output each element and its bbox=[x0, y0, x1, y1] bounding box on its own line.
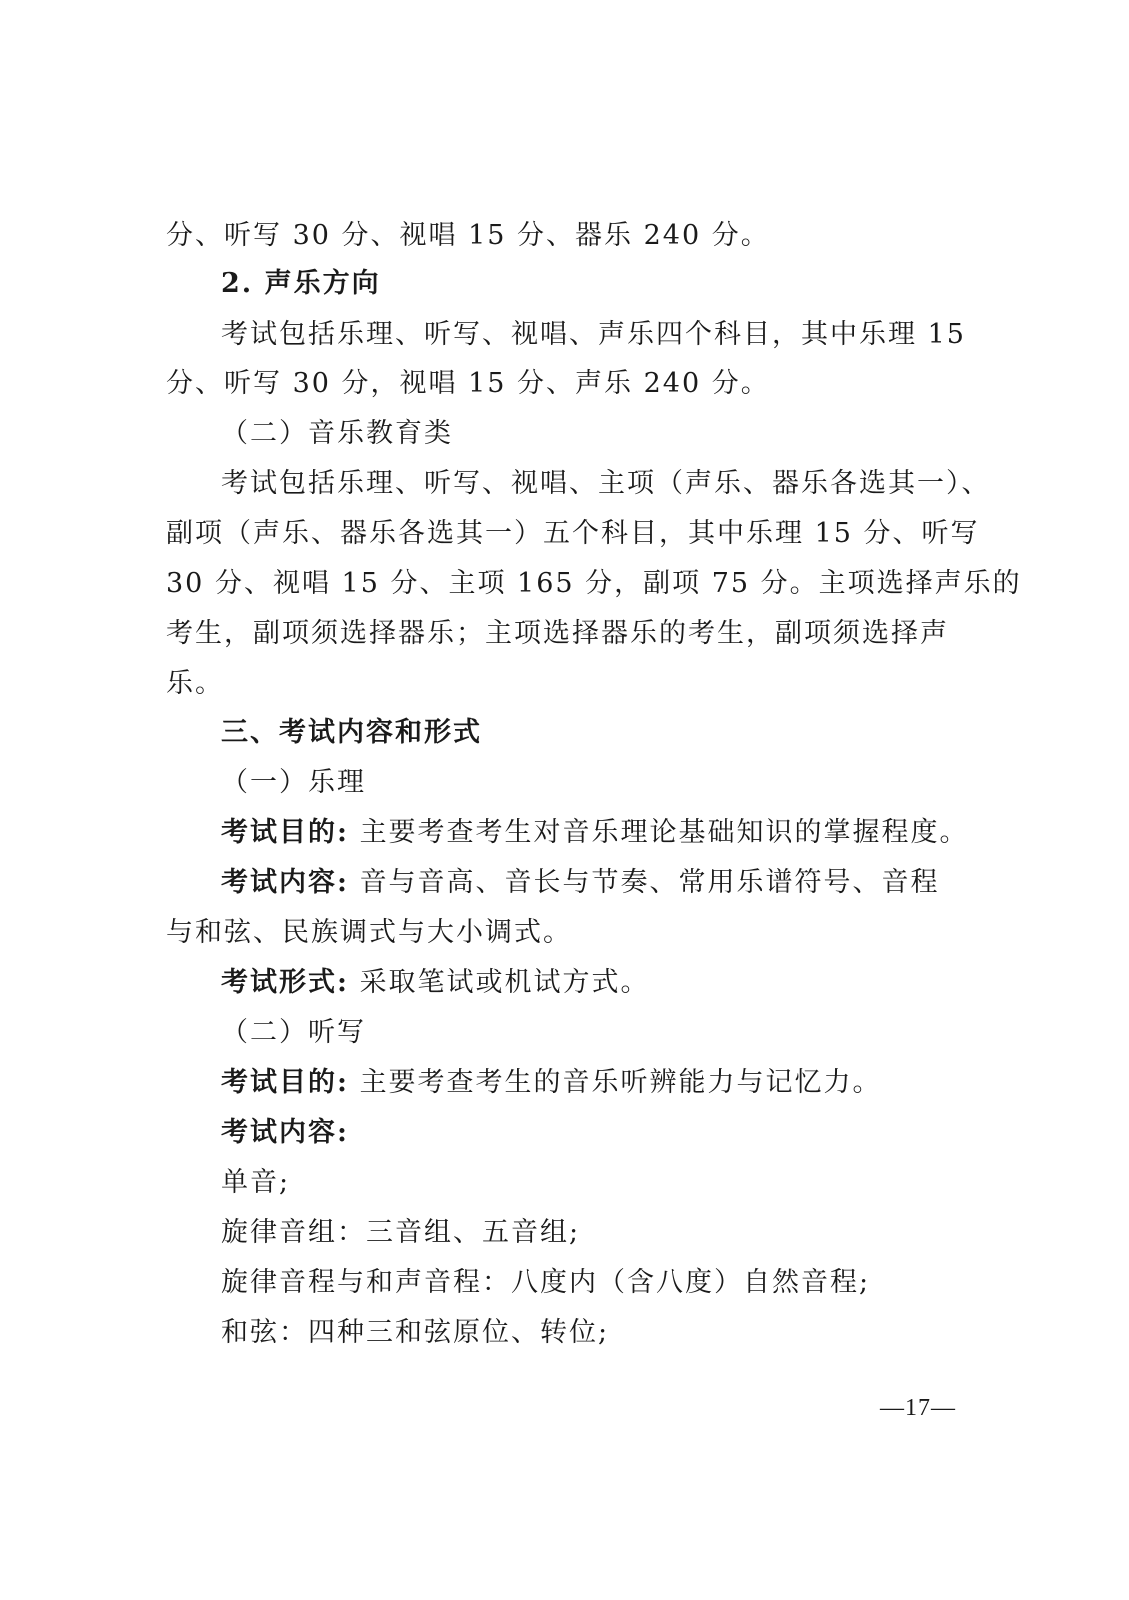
form-label: 考试形式: bbox=[221, 967, 349, 998]
subsection-heading: （二）音乐教育类 bbox=[221, 418, 453, 449]
purpose-text: 主要考查考生对音乐理论基础知识的掌握程度。 bbox=[359, 817, 969, 848]
paragraph-line: 考试包括乐理、听写、视唱、主项（声乐、器乐各选其一）、 bbox=[221, 468, 991, 499]
dictation-content-label: 考试内容: bbox=[221, 1117, 349, 1148]
content-text: 音与音高、音长与节奏、常用乐谱符号、音程 bbox=[359, 867, 940, 898]
purpose-label: 考试目的: bbox=[221, 1067, 349, 1098]
theory-form bbox=[0, 961, 1129, 1005]
list-item: 单音; bbox=[221, 1167, 291, 1198]
list-item: 旋律音组：三音组、五音组; bbox=[221, 1217, 581, 1248]
paragraph-line: 分、听写 30 分、视唱 15 分、器乐 240 分。 bbox=[166, 220, 770, 251]
theory-purpose bbox=[0, 811, 1129, 855]
dictation-purpose bbox=[0, 1061, 1129, 1105]
purpose-text: 主要考查考生的音乐听辨能力与记忆力。 bbox=[359, 1067, 882, 1098]
form-text: 采取笔试或机试方式。 bbox=[359, 967, 650, 998]
list-item: 和弦：四种三和弦原位、转位; bbox=[221, 1317, 610, 1348]
section-heading: 三、考试内容和形式 bbox=[221, 717, 482, 748]
paragraph-line: 考生，副项须选择器乐；主项选择器乐的考生，副项须选择声 bbox=[166, 618, 949, 649]
paragraph-line: 分、听写 30 分，视唱 15 分、声乐 240 分。 bbox=[166, 368, 770, 399]
paragraph-line: 乐。 bbox=[166, 668, 224, 699]
theory-content bbox=[0, 861, 1129, 905]
content-label: 考试内容: bbox=[221, 867, 349, 898]
list-item: 旋律音程与和声音程：八度内（含八度）自然音程; bbox=[221, 1267, 871, 1298]
purpose-label: 考试目的: bbox=[221, 817, 349, 848]
theory-content-continued: 与和弦、民族调式与大小调式。 bbox=[166, 917, 572, 948]
paragraph-line: 副项（声乐、器乐各选其一）五个科目，其中乐理 15 分、听写 bbox=[166, 518, 980, 549]
paragraph-line: 30 分、视唱 15 分、主项 165 分，副项 75 分。主项选择声乐的 bbox=[166, 568, 1022, 599]
page-number: —17— bbox=[880, 1395, 956, 1421]
subsection-heading: （二）听写 bbox=[221, 1017, 366, 1048]
paragraph-line: 考试包括乐理、听写、视唱、声乐四个科目，其中乐理 15 bbox=[221, 319, 966, 350]
subsection-heading: （一）乐理 bbox=[221, 767, 366, 798]
section-heading: 2. 声乐方向 bbox=[221, 268, 381, 299]
